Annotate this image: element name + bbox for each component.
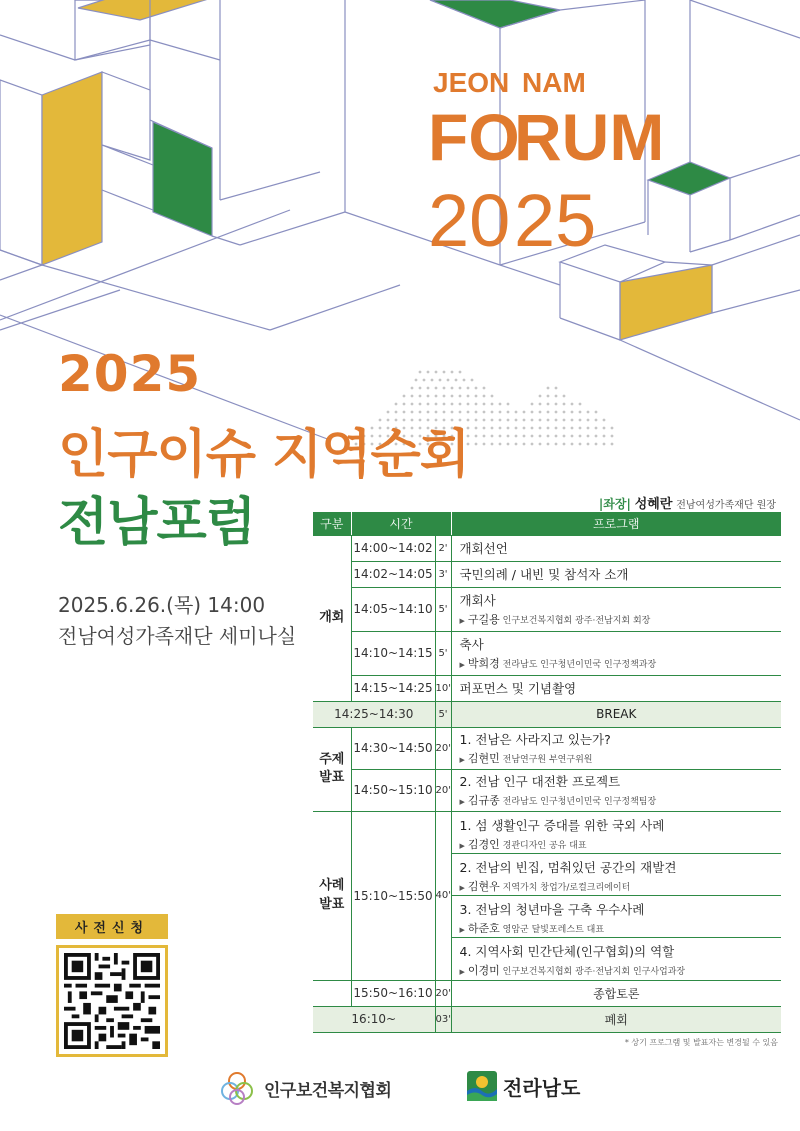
table-row: [313, 675, 781, 701]
program-title: 축사: [459, 637, 484, 652]
triangle-icon: ▶: [459, 883, 465, 892]
triangle-icon: ▶: [459, 841, 465, 850]
speaker-name: 하준호: [467, 921, 500, 935]
speaker-org: 지역가치 창업가/로컬크리에이터: [502, 882, 631, 893]
cube-face-green: [153, 122, 212, 236]
triangle-icon: ▶: [459, 925, 465, 934]
program-title: 1. 전남은 사라지고 있는가?: [459, 732, 611, 747]
speaker-org: 전라남도 인구청년이민국 인구정책팀장: [502, 797, 657, 807]
table-row: [313, 727, 781, 769]
speaker: [460, 750, 782, 766]
case-title: 1. 섬 생활인구 증대를 위한 국외 사례: [459, 817, 665, 833]
forum-logo: [428, 67, 664, 262]
cube-face: [0, 80, 42, 265]
speaker-name: 김규종: [467, 794, 500, 807]
forum-logo-rum: RUM: [514, 100, 665, 174]
speaker-name: 이경미: [467, 963, 500, 977]
section-empty: [313, 980, 351, 1006]
break-duration: 5': [435, 701, 451, 727]
table-row: [313, 631, 781, 675]
row-duration: 20': [435, 980, 451, 1006]
row-program: [451, 587, 781, 631]
row-program-cases: [451, 811, 781, 980]
case-item: [452, 812, 782, 854]
province-logo: [467, 1071, 580, 1101]
section-opening: 개회: [313, 535, 351, 701]
closing-label: 폐회: [451, 1006, 781, 1032]
speaker: [460, 836, 782, 852]
row-program: [451, 675, 781, 701]
program-title: 종합토론: [451, 980, 781, 1006]
row-program: [451, 769, 781, 811]
chair-role: 전남여성가족재단 원장: [676, 500, 776, 511]
title-year: 2025: [58, 345, 202, 403]
program-title: 2. 전남 인구 대전환 프로젝트: [459, 774, 621, 789]
case-title: 3. 전남의 청년마을 구축 우수사례: [459, 901, 645, 917]
header-program: 프로그램: [451, 512, 781, 535]
speaker-name: 김현우: [467, 879, 500, 893]
speaker-org: 인구보건복지협회 광주·전남지회 인구사업과장: [502, 966, 686, 977]
table-row: [313, 811, 781, 980]
speaker-org: 전라남도 인구청년이민국 인구정책과장: [502, 660, 657, 670]
speaker-org: 경관디자인 공유 대표: [502, 840, 587, 851]
row-time: 14:50~15:10: [351, 769, 435, 811]
case-item: [452, 854, 782, 896]
event-date: 2025.6.26.(목) 14:00: [58, 593, 266, 617]
triangle-icon: ▶: [459, 798, 465, 806]
table-row: [313, 535, 781, 561]
row-program: [451, 631, 781, 675]
row-duration: 20': [435, 727, 451, 769]
speaker: [460, 655, 782, 671]
speaker: [460, 920, 782, 936]
triangle-icon: ▶: [459, 967, 465, 976]
header-section: 구분: [313, 512, 351, 535]
association-logo: [218, 1069, 391, 1107]
change-note: * 상기 프로그램 및 발표자는 변경될 수 있음: [624, 1038, 778, 1047]
cube-top-green: [430, 0, 560, 28]
event-venue: 전남여성가족재단 세미나실: [58, 624, 297, 648]
forum-logo-20: 20: [428, 179, 511, 262]
row-duration: 3': [435, 561, 451, 587]
closing-time: 16:10~: [313, 1006, 435, 1032]
forum-logo-fo: FO: [428, 100, 520, 174]
province-symbol-icon: [467, 1071, 497, 1101]
closing-duration: 03': [435, 1006, 451, 1032]
qr-code[interactable]: [56, 945, 168, 1057]
speaker: [460, 878, 782, 894]
registration-box[interactable]: [56, 914, 168, 1057]
row-time: 14:15~14:25: [351, 675, 435, 701]
row-time: 14:30~14:50: [351, 727, 435, 769]
row-time: 15:50~16:10: [351, 980, 435, 1006]
row-duration: 20': [435, 769, 451, 811]
row-time: 14:05~14:10: [351, 587, 435, 631]
program-title: 퍼포먼스 및 기념촬영: [459, 681, 577, 696]
row-time: 14:10~14:15: [351, 631, 435, 675]
speaker-name: 김현민: [467, 752, 500, 765]
section-cases-line1: 사례: [319, 878, 345, 894]
row-duration: 2': [435, 535, 451, 561]
program-title: 개회선언: [459, 541, 508, 556]
table-row-closing: [313, 1006, 781, 1032]
qr-code-image: [64, 953, 160, 1049]
chair-tag: |좌장|: [598, 497, 631, 511]
cube-face-yellow: [42, 72, 102, 265]
cube-face: [102, 72, 150, 160]
triangle-icon: ▶: [459, 661, 465, 669]
row-duration: 5': [435, 631, 451, 675]
program-table: [313, 512, 781, 1033]
registration-label: 사전신청: [56, 914, 168, 939]
speaker-org: 인구보건복지협회 광주·전남지회 회장: [502, 616, 651, 626]
break-label: BREAK: [451, 701, 781, 727]
row-duration: 5': [435, 587, 451, 631]
case-title: 4. 지역사회 민간단체(인구협회)의 역할: [459, 943, 675, 959]
section-topic-line2: 발표: [319, 770, 345, 785]
speaker-org: 영암군 달빛포레스트 대표: [502, 924, 605, 935]
title-forum: 전남포럼: [58, 493, 255, 553]
speaker: [460, 611, 782, 627]
case-item: [452, 896, 782, 938]
speaker-name: 김경인: [467, 837, 500, 851]
case-title: 2. 전남의 빈집, 멈춰있던 공간의 재발견: [459, 859, 677, 875]
chair-name: 성혜란: [634, 497, 673, 512]
row-program: [451, 727, 781, 769]
association-name: 인구보건복지협회: [264, 1080, 392, 1101]
forum-logo-nam: NAM: [522, 67, 586, 98]
forum-logo-25: 25: [514, 179, 597, 262]
table-row: [313, 587, 781, 631]
triangle-icon: ▶: [459, 617, 465, 625]
province-name: 전라남도: [503, 1075, 581, 1100]
row-time: 14:02~14:05: [351, 561, 435, 587]
title-main: 인구이슈 지역순회: [58, 425, 469, 485]
table-header: [313, 512, 781, 535]
table-row-break: [313, 701, 781, 727]
program-title: 개회사: [459, 593, 496, 608]
chair-info: [599, 493, 776, 512]
table-row: [313, 561, 781, 587]
section-topic: [313, 727, 351, 811]
program-title: 국민의례 / 내빈 및 참석자 소개: [459, 567, 629, 582]
speaker-name: 박희경: [467, 657, 500, 670]
table-row: [313, 980, 781, 1006]
forum-logo-jeon: JEON: [433, 67, 510, 98]
speaker-name: 구길용: [467, 613, 500, 626]
speaker-org: 전남연구원 부연구위원: [502, 755, 593, 765]
row-program: [451, 561, 781, 587]
section-cases-line2: 발표: [319, 896, 345, 912]
row-duration: 10': [435, 675, 451, 701]
association-symbol-icon: [218, 1069, 256, 1107]
section-topic-line1: 주제: [319, 751, 345, 767]
header-time: 시간: [351, 512, 451, 535]
triangle-icon: ▶: [459, 756, 465, 764]
row-duration: 40': [435, 811, 451, 980]
row-time: 15:10~15:50: [351, 811, 435, 980]
speaker: [460, 792, 782, 808]
table-row: [313, 769, 781, 811]
section-cases: [313, 811, 351, 980]
row-program: [451, 535, 781, 561]
case-item: [452, 938, 782, 980]
row-time: 14:00~14:02: [351, 535, 435, 561]
speaker: [460, 962, 782, 978]
break-time: 14:25~14:30: [313, 701, 435, 727]
